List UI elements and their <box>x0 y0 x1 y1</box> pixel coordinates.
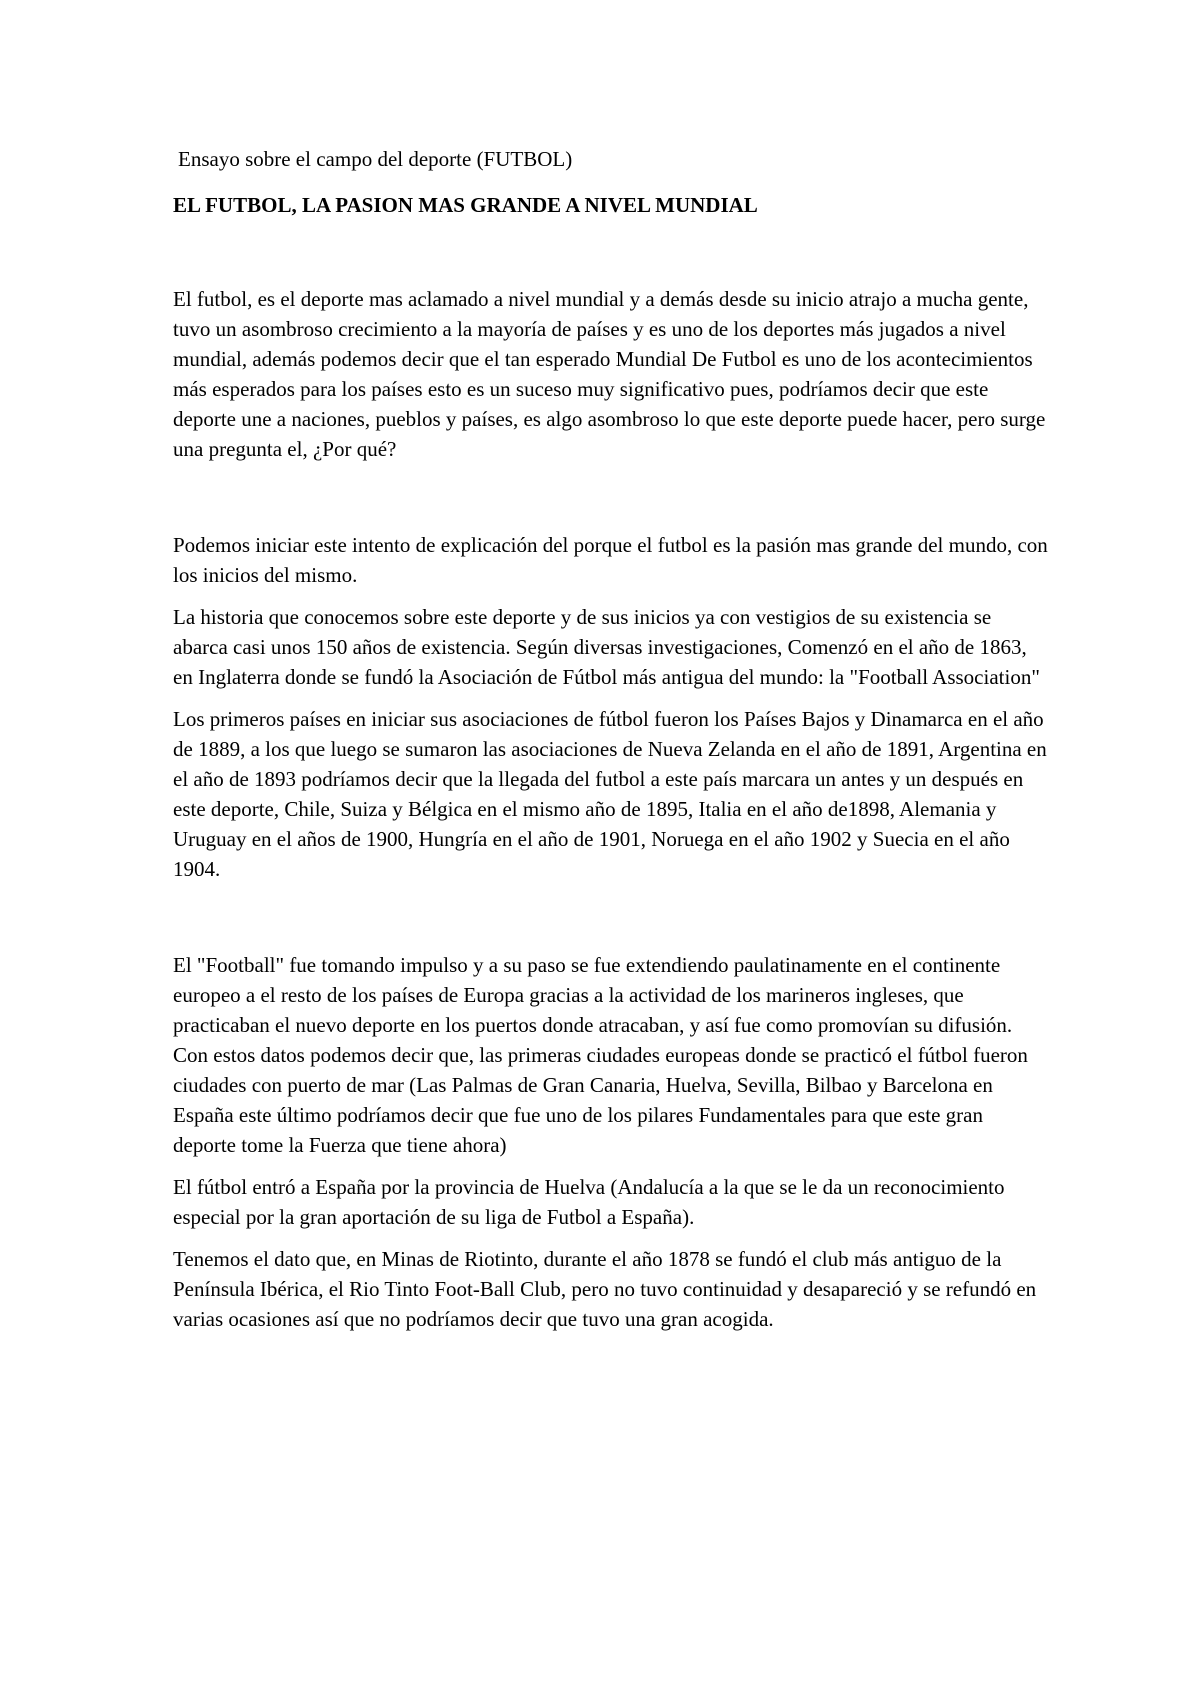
paragraph-5: El "Football" fue tomando impulso y a su paso se fue extendiendo paulatinamente en el continente europeo a el resto de los países de Europa gracias a la actividad de los marineros ingleses, que practicaban el nuevo deporte en los puertos donde atracaban, y así fue como promovían su difusión. Con estos datos podemos decir que, las primeras ciudades europeas donde se practicó el fútbol fueron ciudades con puerto de mar (Las Palmas de Gran Canaria, Huelva, Sevilla, Bilbao y Barcelona en España este último podríamos decir que fue uno de los pilares Fundamentales para que este gran deporte tome la Fuerza que tiene ahora) <box>173 953 1028 1157</box>
paragraph-6: El fútbol entró a España por la provincia de Huelva (Andalucía a la que se le da un reconocimiento especial por la gran aportación de su liga de Futbol a España). <box>173 1175 1005 1229</box>
essay-title: EL FUTBOL, LA PASION MAS GRANDE A NIVEL MUNDIAL <box>173 193 758 217</box>
paragraph-7: Tenemos el dato que, en Minas de Riotinto, durante el año 1878 se fundó el club más antiguo de la Península Ibérica, el Rio Tinto Foot-Ball Club, pero no tuvo continuidad y desapareció y se refundó en varias ocasiones así que no podríamos decir que tuvo una gran acogida. <box>173 1247 1037 1331</box>
paragraph-4: Los primeros países en iniciar sus asociaciones de fútbol fueron los Países Bajos y Dinamarca en el año de 1889, a los que luego se sumaron las asociaciones de Nueva Zelanda en el año de 1891, Argentina en el año de 1893 podríamos decir que la llegada del futbol a este país marcara un antes y un después en este deporte, Chile, Suiza y Bélgica en el mismo año de 1895, Italia en el año de1898, Alemania y Uruguay en el años de 1900, Hungría en el año de 1901, Noruega en el año 1902 y Suecia en el año 1904. <box>173 707 1047 881</box>
paragraph-2: Podemos iniciar este intento de explicación del porque el futbol es la pasión mas grande del mundo, con los inicios del mismo. <box>173 533 1048 587</box>
document-body <box>173 144 1048 1334</box>
paragraph-1: El futbol, es el deporte mas aclamado a nivel mundial y a demás desde su inicio atrajo a mucha gente, tuvo un asombroso crecimiento a la mayoría de países y es uno de los deportes más jugados a nivel mundial, además podemos decir que el tan esperado Mundial De Futbol es uno de los acontecimientos más esperados para los países esto es un suceso muy significativo pues, podríamos decir que este deporte une a naciones, pueblos y países, es algo asombroso lo que este deporte puede hacer, pero surge una pregunta el, ¿Por qué? <box>173 287 1046 461</box>
essay-subtitle: Ensayo sobre el campo del deporte (FUTBOL) <box>178 147 573 171</box>
paragraph-3: La historia que conocemos sobre este deporte y de sus inicios ya con vestigios de su existencia se abarca casi unos 150 años de existencia. Según diversas investigaciones, Comenzó en el año de 1863, en Inglaterra donde se fundó la Asociación de Fútbol más antigua del mundo: la "Football Association" <box>173 605 1040 689</box>
